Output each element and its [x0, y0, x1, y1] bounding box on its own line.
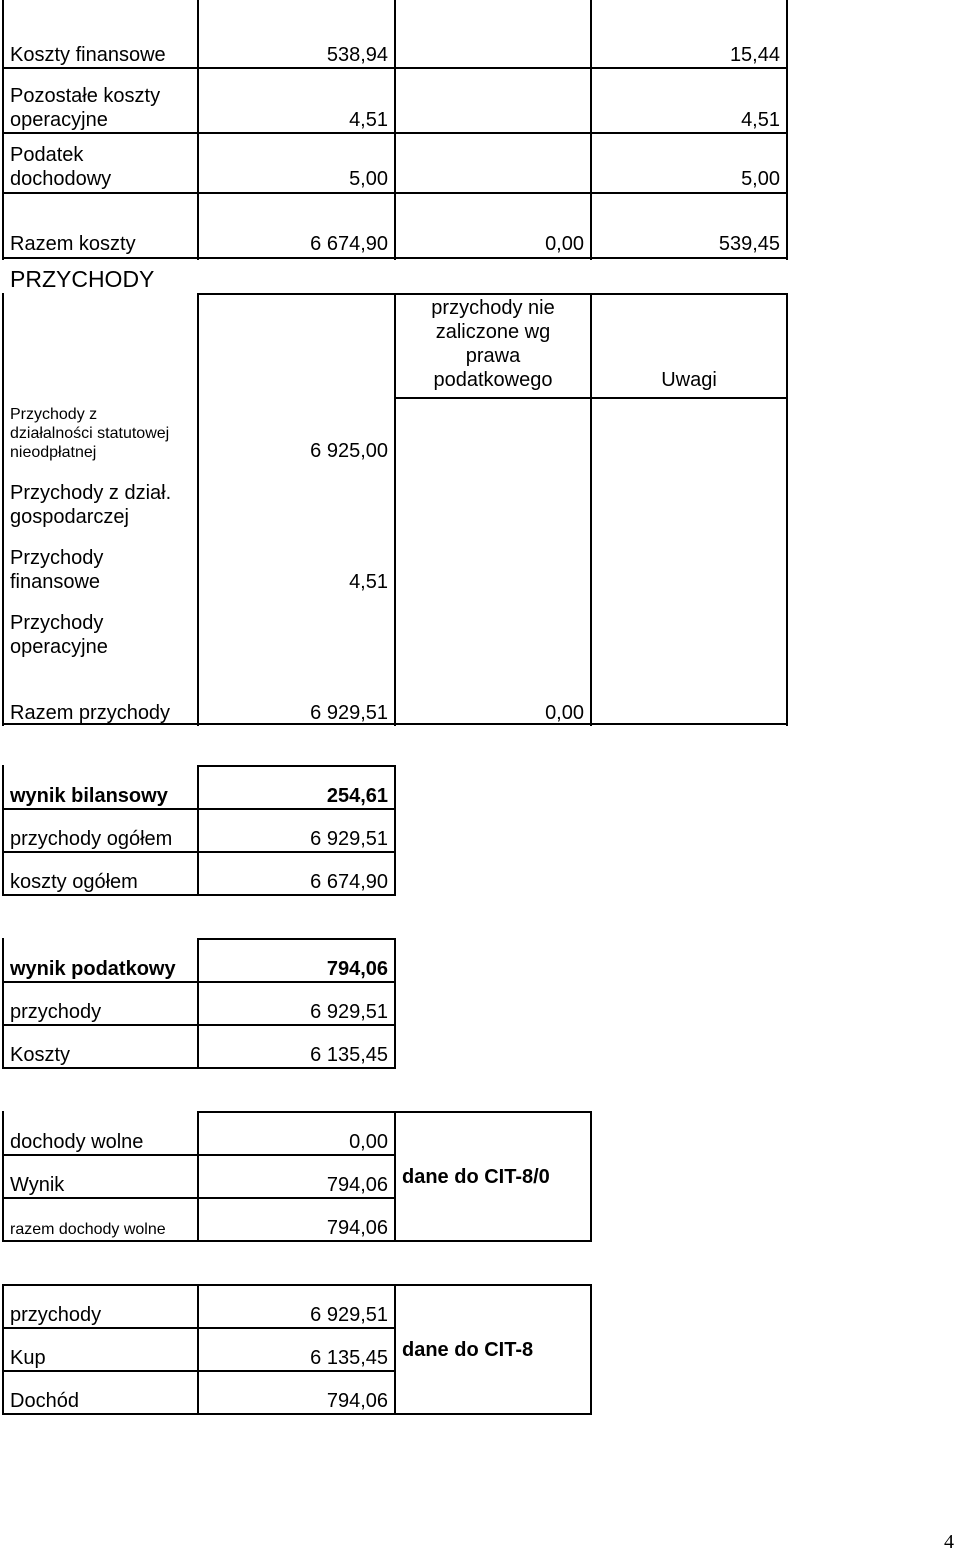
- tax-result-value: 794,06: [326, 958, 388, 980]
- cit8-label: przychody: [10, 1304, 102, 1326]
- cost-value: 15,44: [729, 44, 780, 66]
- free-income-label: Wynik: [10, 1174, 65, 1196]
- income-label: Przychody finansowe: [10, 547, 104, 593]
- free-income-value: 794,06: [326, 1174, 388, 1196]
- tax-row-label: przychody: [10, 1001, 102, 1023]
- income-heading: PRZYCHODY: [10, 266, 155, 292]
- balance-row-value: 6 929,51: [310, 828, 388, 850]
- income-label: Przychody z dział. gospodarczej: [10, 482, 172, 528]
- cit8-value: 794,06: [326, 1390, 388, 1412]
- tax-row-value: 6 135,45: [310, 1044, 388, 1066]
- cost-value: 5,00: [741, 168, 780, 190]
- cost-total-value: 0,00: [545, 233, 584, 255]
- balance-row-label: koszty ogółem: [10, 871, 138, 893]
- tax-result-label: wynik podatkowy: [10, 958, 176, 980]
- balance-result-value: 254,61: [326, 785, 388, 807]
- cit8-value: 6 135,45: [310, 1347, 388, 1369]
- not-tax-income-header: przychody nie zaliczone wg prawa podatkowego: [431, 297, 555, 391]
- income-label: Przychody operacyjne: [10, 612, 108, 658]
- cost-total-value: 539,45: [718, 233, 780, 255]
- income-total-amount: 6 929,51: [310, 702, 388, 724]
- tax-row-value: 6 929,51: [310, 1001, 388, 1023]
- page-number: 4: [944, 1531, 954, 1553]
- cit8-label: Dochód: [10, 1390, 79, 1412]
- cost-value: 4,51: [741, 109, 780, 131]
- income-total-not-tax: 0,00: [545, 702, 584, 724]
- cost-total-label: Razem koszty: [10, 233, 136, 255]
- free-income-label: dochody wolne: [10, 1131, 144, 1153]
- income-label: Przychody z działalności statutowej nieodpłatnej: [10, 406, 170, 461]
- balance-row-value: 6 674,90: [310, 871, 388, 893]
- free-income-label: razem dochody wolne: [10, 1221, 166, 1238]
- balance-row-label: przychody ogółem: [10, 828, 173, 850]
- cit8-0-note: dane do CIT-8/0: [402, 1166, 550, 1188]
- cost-value: 5,00: [349, 168, 388, 190]
- income-amount: 6 925,00: [310, 440, 388, 462]
- income-total-label: Razem przychody: [10, 702, 171, 724]
- tax-row-label: Koszty: [10, 1044, 71, 1066]
- remarks-header: Uwagi: [661, 369, 717, 391]
- free-income-value: 794,06: [326, 1217, 388, 1239]
- cost-label: Podatek dochodowy: [10, 144, 112, 190]
- cit8-value: 6 929,51: [310, 1304, 388, 1326]
- income-amount: 4,51: [349, 571, 388, 593]
- cit8-note: dane do CIT-8: [402, 1339, 534, 1361]
- balance-result-label: wynik bilansowy: [10, 785, 168, 807]
- cit8-label: Kup: [10, 1347, 46, 1369]
- cost-value: 4,51: [349, 109, 388, 131]
- cost-value: 538,94: [326, 44, 388, 66]
- cost-total-value: 6 674,90: [310, 233, 388, 255]
- free-income-value: 0,00: [349, 1131, 388, 1153]
- cost-label: Pozostałe koszty operacyjne: [10, 85, 161, 131]
- cost-label: Koszty finansowe: [10, 44, 166, 66]
